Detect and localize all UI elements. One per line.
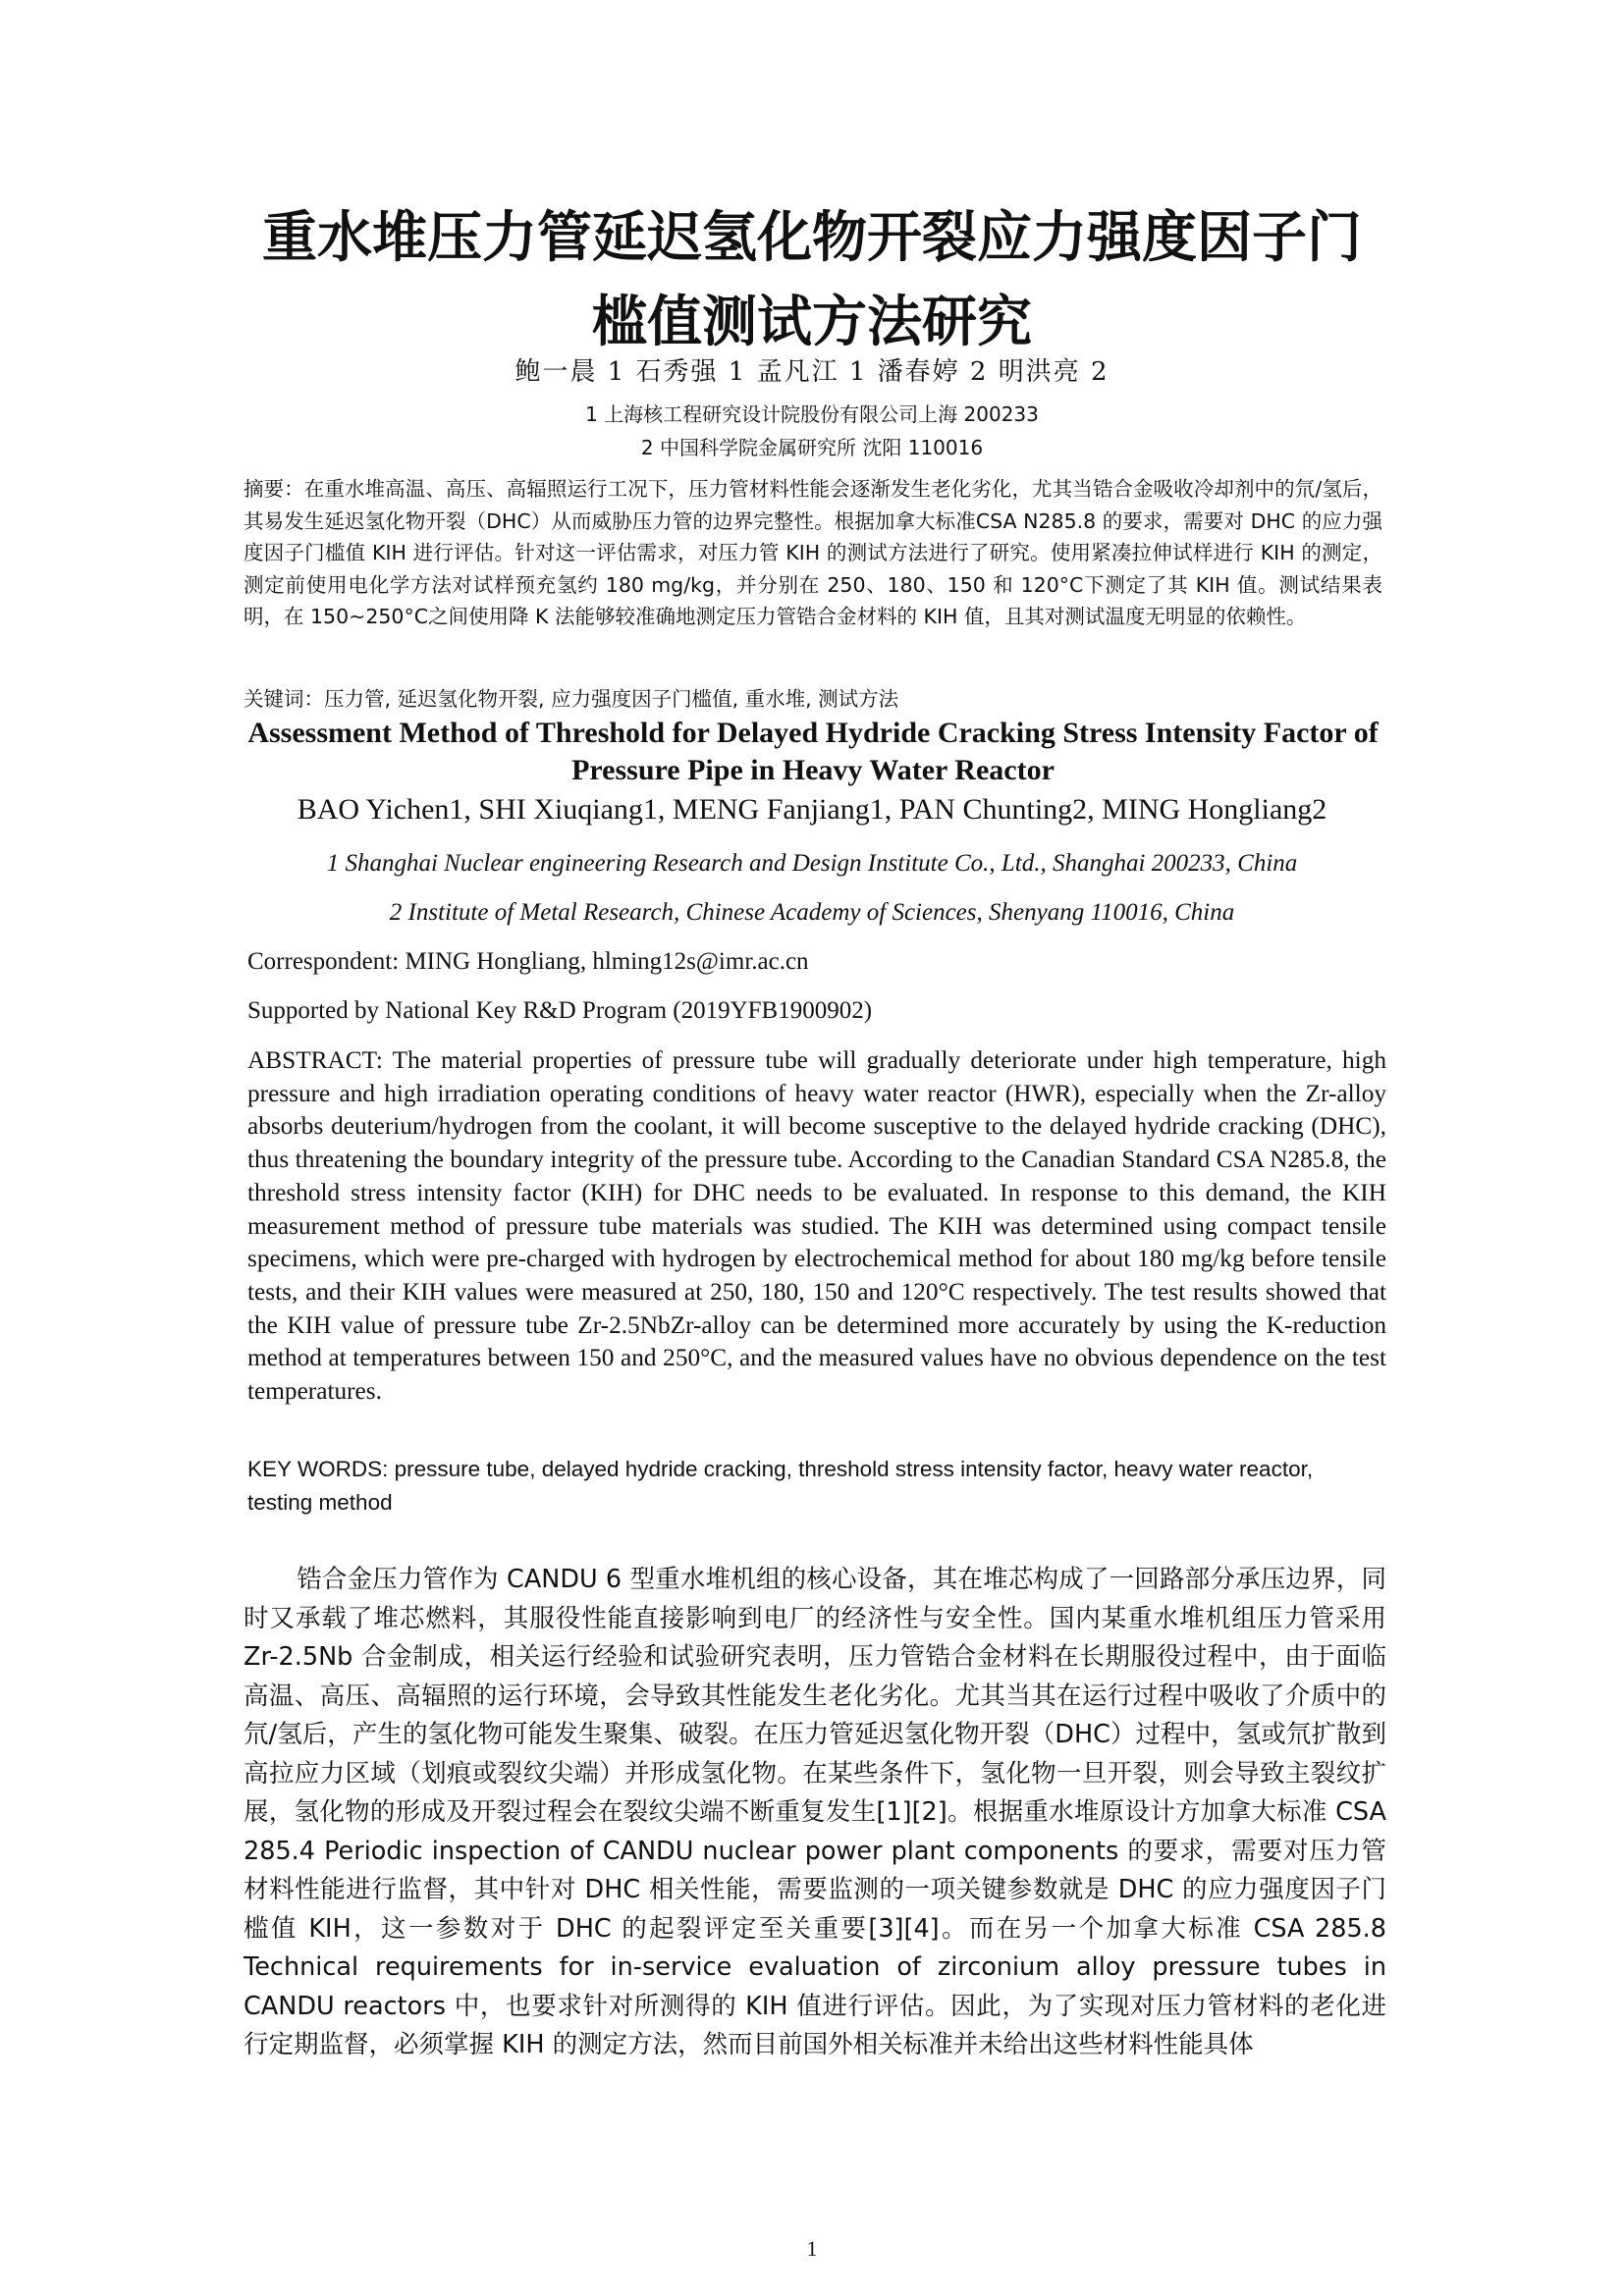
english-affiliation-2: 2 Institute of Metal Research, Chinese Academy of Sciences, Shenyang 110016, China (389, 899, 1235, 926)
english-title: Assessment Method of Threshold for Delayed Hydride Cracking Stress Intensity Factor of Pressure Pipe in Heavy Water Reactor (247, 717, 1379, 786)
chinese-abstract: 摘要：在重水堆高温、高压、高辐照运行工况下，压力管材料性能会逐渐发生老化劣化，尤其当锆合金吸收冷却剂中的氘/氢后，其易发生延迟氢化物开裂（DHC）从而威胁压力管的边界完整性。根据加拿大标准CSA N285.8 的要求，需要对 DHC 的应力强度因子门槛值 KIH 进行评估。针对这一评估需求，对压力管 KIH 的测试方法进行了研究。使用紧凑拉伸试样进行 KIH 的测定，测定前使用电化学方法对试样预充氢约 180 mg/kg，并分别在 250、180、150 和 120°C下测定了其 KIH 值。测试结果表明，在 150~250°C之间使用降 K 法能够较准确地测定压力管锆合金材料的 KIH 值，且其对测试温度无明显的依赖性。 (244, 477, 1382, 628)
chinese-affiliation-1: 1 上海核工程研究设计院股份有限公司上海 200233 (585, 402, 1039, 426)
page-number: 1 (806, 2236, 818, 2261)
chinese-affiliation-2: 2 中国科学院金属研究所 沈阳 110016 (640, 436, 984, 459)
correspondent: Correspondent: MING Hongliang, hlming12s@imr.ac.cn (247, 948, 809, 975)
funding-note: Supported by National Key R&D Program (2019YFB1900902) (247, 997, 873, 1024)
english-authors: BAO Yichen1, SHI Xiuqiang1, MENG Fanjiang1, PAN Chunting2, MING Hongliang2 (297, 793, 1327, 826)
english-abstract: ABSTRACT: The material properties of pressure tube will gradually deteriorate under high temperature, high pressure and high irradiation operating conditions of heavy water reactor (HWR), especially when the Zr-alloy absorbs deuterium/hydrogen from the coolant, it will become susceptive to the delayed hydride cracking (DHC), thus threatening the boundary integrity of the pressure tube. According to the Canadian Standard CSA N285.8, the threshold stress intensity factor (KIH) for DHC needs to be evaluated. In response to this demand, the KIH measurement method of pressure tube materials was studied. The KIH was determined using compact tensile specimens, which were pre-charged with hydrogen by electrochemical method for about 180 mg/kg before tensile tests, and their KIH values were measured at 250, 180, 150 and 120°C respectively. The test results showed that the KIH value of pressure tube Zr-2.5NbZr-alloy can be determined more accurately by using the K-reduction method at temperatures between 150 and 250°C, and the measured values have no obvious dependence on the test temperatures. (247, 1046, 1386, 1406)
english-keywords: KEY WORDS: pressure tube, delayed hydride cracking, threshold stress intensity factor, heavy water reactor, testing method (247, 1457, 1314, 1515)
english-affiliation-1: 1 Shanghai Nuclear engineering Research and Design Institute Co., Ltd., Shanghai 200233, China (326, 850, 1298, 877)
chinese-keywords: 关键词：压力管, 延迟氢化物开裂, 应力强度因子门槛值, 重水堆, 测试方法 (244, 687, 899, 711)
body-paragraph (244, 1561, 1386, 2065)
chinese-title: 重水堆压力管延迟氢化物开裂应力强度因子门槛值测试方法研究 (262, 206, 1362, 354)
body-paragraph-text: 锆合金压力管作为 CANDU 6 型重水堆机组的核心设备，其在堆芯构成了一回路部分承压边界，同时又承载了堆芯燃料，其服役性能直接影响到电厂的经济性与安全性。国内某重水堆机组压力管采用 Zr-2.5Nb 合金制成，相关运行经验和试验研究表明，压力管锆合金材料在长期服役过程中，由于面临高温、高压、高辐照的运行环境，会导致其性能发生老化劣化。尤其当其在运行过程中吸收了介质中的氘/氢后，产生的氢化物可能发生聚集、破裂。在压力管延迟氢化物开裂（DHC）过程中，氢或氘扩散到高拉应力区域（划痕或裂纹尖端）并形成氢化物。在某些条件下，氢化物一旦开裂，则会导致主裂纹扩展，氢化物的形成及开裂过程会在裂纹尖端不断重复发生[1][2]。根据重水堆原设计方加拿大标准 CSA 285.4 Periodic inspection of CANDU nuclear power plant components 的要求，需要对压力管材料性能进行监督，其中针对 DHC 相关性能，需要监测的一项关键参数就是 DHC 的应力强度因子门槛值 KIH，这一参数对于 DHC 的起裂评定至关重要[3][4]。而在另一个加拿大标准 CSA 285.8 Technical requirements for in-service evaluation of zirconium alloy pressure tubes in CANDU reactors 中，也要求针对所测得的 KIH 值进行评估。因此，为了实现对压力管材料的老化进行定期监督，必须掌握 KIH 的测定方法，然而目前国外相关标准并未给出这些材料性能具体 (244, 1565, 1386, 2059)
chinese-authors: 鲍一晨 1 石秀强 1 孟凡江 1 潘春婷 2 明洪亮 2 (514, 357, 1110, 387)
